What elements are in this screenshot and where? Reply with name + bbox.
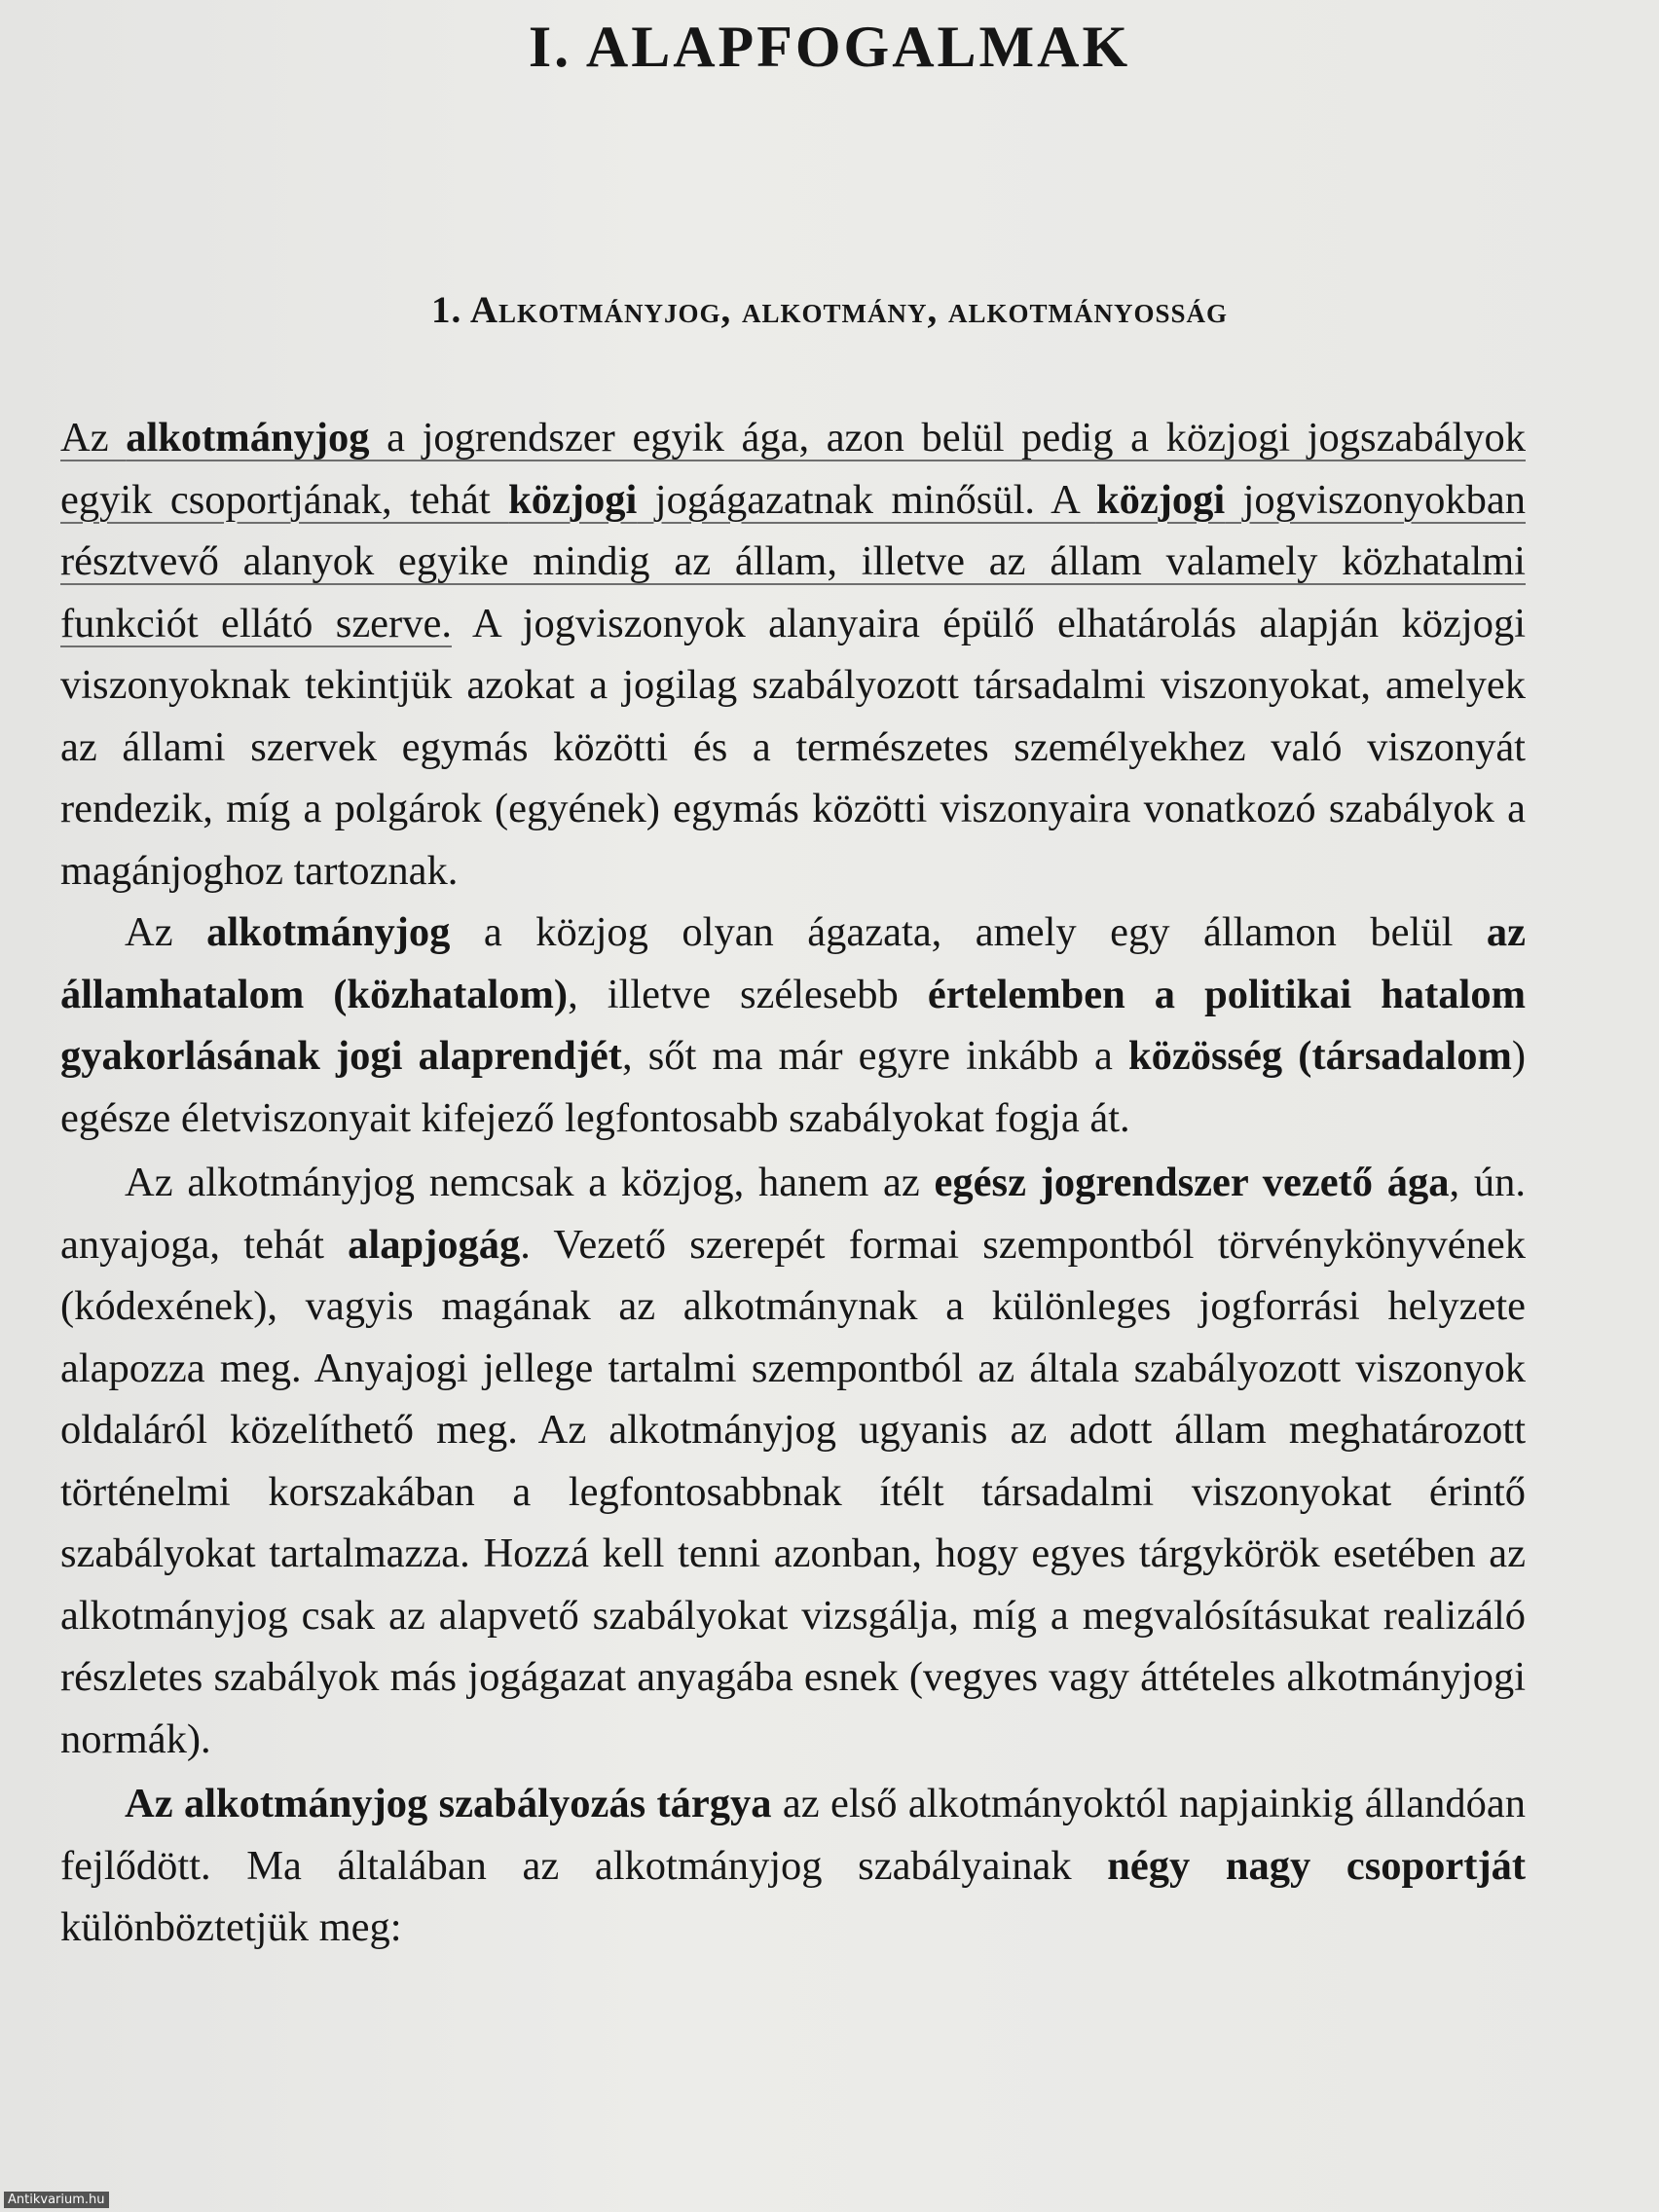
- bold-term: alkotmányjog: [206, 909, 451, 955]
- bold-term: alapjogág: [348, 1221, 521, 1268]
- paragraph-4: Az alkotmányjog szabályozás tárgya az első alkotmányoktól napjainkig állandóan fejlődött. Ma általában az alkotmányjog szabályainak négy nagy csoportját különböztetjük meg:: [60, 1781, 1526, 1950]
- section-title: 1. Alkotmányjog, alkotmány, alkotmányosság: [430, 289, 1229, 331]
- paragraph-2: Az alkotmányjog a közjog olyan ágazata, amely egy államon belül az államhatalom (közhatalom), illetve szélesebb értelemben a politikai hatalom gyakorlásának jogi alaprendjét, sőt ma már egyre inkább a közösség (társadalom) egésze életviszonyait kifejező legfontosabb szabályokat fogja át.: [60, 909, 1526, 1141]
- body-text: [60, 407, 1526, 1959]
- watermark: Antikvarium.hu: [4, 2192, 109, 2208]
- bold-term: közjogi: [508, 476, 638, 523]
- bold-term: alkotmányjog: [126, 415, 370, 461]
- bold-term: közösség (társadalom: [1127, 1033, 1512, 1079]
- underlined-passage: Az alkotmányjog a jogrendszer egyik ága, azon belül pedig a közjogi jogszabályok egyik csoportjának, tehát közjogi jogágazatnak minősül. A közjogi jogviszonyokban résztvevő alanyok egyike mindig az állam, illetve az állam valamely közhatalmi funkciót ellátó szerve.: [60, 415, 1526, 646]
- paragraph-1: Az alkotmányjog a jogrendszer egyik ága, azon belül pedig a közjogi jogszabályok egyik csoportjának, tehát közjogi jogágazatnak minősül. A közjogi jogviszonyokban résztvevő alanyok egyike mindig az állam, illetve az állam valamely közhatalmi funkciót ellátó szerve. A jogviszonyok alanyaira épülő elhatárolás alapján közjogi viszonyoknak tekintjük azokat a jogilag szabályozott társadalmi viszonyokat, amelyek az állami szervek egymás közötti és a természetes személyekhez való viszonyát rendezik, míg a polgárok (egyének) egymás közötti viszonyaira vonatkozó szabályok a magánjoghoz tartoznak.: [60, 415, 1526, 894]
- paragraph-3: Az alkotmányjog nemcsak a közjog, hanem az egész jogrendszer vezető ága, ún. anyajoga, tehát alapjogág. Vezető szerepét formai szempontból törvénykönyvének (kódexének), vagyis magának az alkotmánynak a különleges jogforrási helyzete alapozza meg. Anyajogi jellege tartalmi szempontból az általa szabályozott viszonyok oldaláról közelíthető meg. Az alkotmányjog ugyanis az adott állam meghatározott történelmi korszakában a legfontosabbnak ítélt társadalmi viszonyokat érintő szabályokat tartalmazza. Hozzá kell tenni azonban, hogy egyes tárgykörök esetében az alkotmányjog csak az alapvető szabályokat vizsgálja, míg a megvalósításukat realizáló részletes szabályok más jogágazat anyagába esnek (vegyes vagy áttételes alkotmányjogi normák).: [60, 1160, 1527, 1762]
- bold-term: Az alkotmányjog szabályozás tárgya: [125, 1781, 772, 1826]
- bold-term: közjogi: [1095, 476, 1226, 523]
- chapter-title: I. ALAPFOGALMAK: [528, 15, 1131, 79]
- bold-term: egész jogrendszer vezető ága: [934, 1160, 1450, 1205]
- bold-term: értelemben a politikai hatalom gyakorlásának jogi alaprendjét: [60, 971, 1526, 1079]
- bold-term: négy nagy csoportját: [1107, 1842, 1526, 1889]
- bold-term: az államhatalom (közhatalom): [60, 909, 1526, 1017]
